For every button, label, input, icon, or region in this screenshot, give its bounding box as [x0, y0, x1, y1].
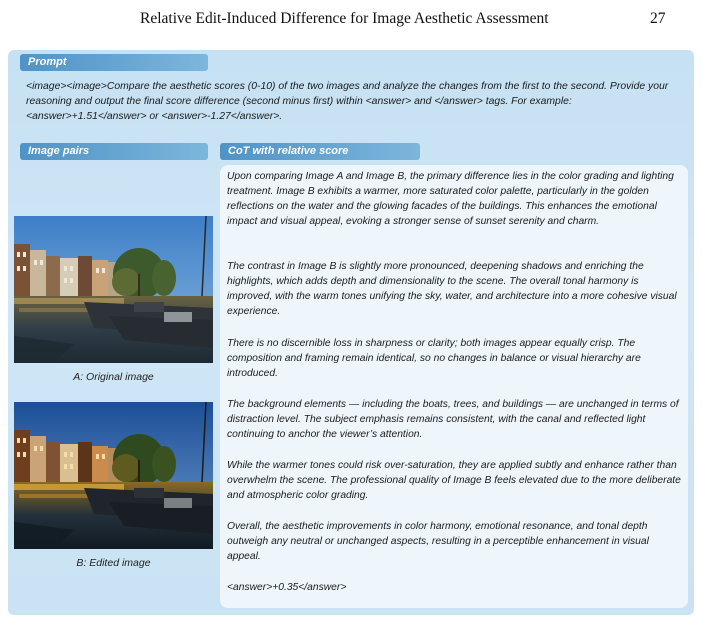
cot-answer: <answer>+0.35</answer>: [227, 582, 347, 593]
canal-scene-edited: [14, 402, 213, 549]
prompt-text: <image><image>Compare the aesthetic scores (0-10) of the two images and analyze the changes from the first to the second. Provide your reasoning and output the final score difference (second minus first) within <answer> and </answer> tags. For example: <answer>+1.51</answer> or <answer>-1.27</answer>.: [26, 81, 669, 122]
cot-paragraph-3: There is no discernible loss in sharpness or clarity; both images appear equally crisp. The composition and framing remain identical, so no changes in balance or visual hierarchy are introduced.: [227, 338, 641, 379]
edited-image: [14, 402, 213, 549]
cot-tag: CoT with relative score: [220, 143, 420, 160]
prompt-tag: Prompt: [20, 54, 208, 71]
cot-paragraph-6: Overall, the aesthetic improvements in color harmony, emotional resonance, and tonal depth outweigh any neutral or unchanged aspects, resulting in a perceptible enhancement in visual appeal.: [227, 521, 649, 562]
original-image: [14, 216, 213, 363]
cot-paragraph-1: Upon comparing Image A and Image B, the primary difference lies in the color grading and lighting treatment. Image B exhibits a warmer, more saturated color palette, particularly in the golden reflections on the water and the glowing facades of the buildings. This enhances the emotional impact and visual appeal, evoking a stronger sense of sunset serenity and charm.: [227, 171, 674, 227]
cot-paragraph-2: The contrast in Image B is slightly more pronounced, deepening shadows and enriching the highlights, which adds depth and dimensionality to the scene. The overall tonal harmony is improved, with the warm tones unifying the sky, water, and architecture into a more cohesive visual experience.: [227, 261, 677, 317]
edited-image-caption: B: Edited image: [76, 557, 151, 569]
running-head-title: Relative Edit-Induced Difference for Image Aesthetic Assessment: [140, 10, 549, 27]
original-image-caption: A: Original image: [73, 371, 154, 383]
cot-paragraph-5: While the warmer tones could risk over-saturation, they are applied subtly and enhance rather than overwhelm the scene. The professional quality of Image B feels elevated due to the more deliberate and atmospheric color grading.: [227, 460, 681, 501]
page-number: 27: [650, 10, 666, 27]
cot-paragraph-4: The background elements — including the boats, trees, and buildings — are unchanged in terms of distraction level. The subject emphasis remains consistent, with the canal and reflected light continuing to anchor the viewer’s attention.: [227, 399, 679, 440]
canal-scene-original: [14, 216, 213, 363]
cot-text-box: [220, 165, 688, 608]
figure-panel: [8, 50, 694, 615]
image-pairs-tag: Image pairs: [20, 143, 208, 160]
